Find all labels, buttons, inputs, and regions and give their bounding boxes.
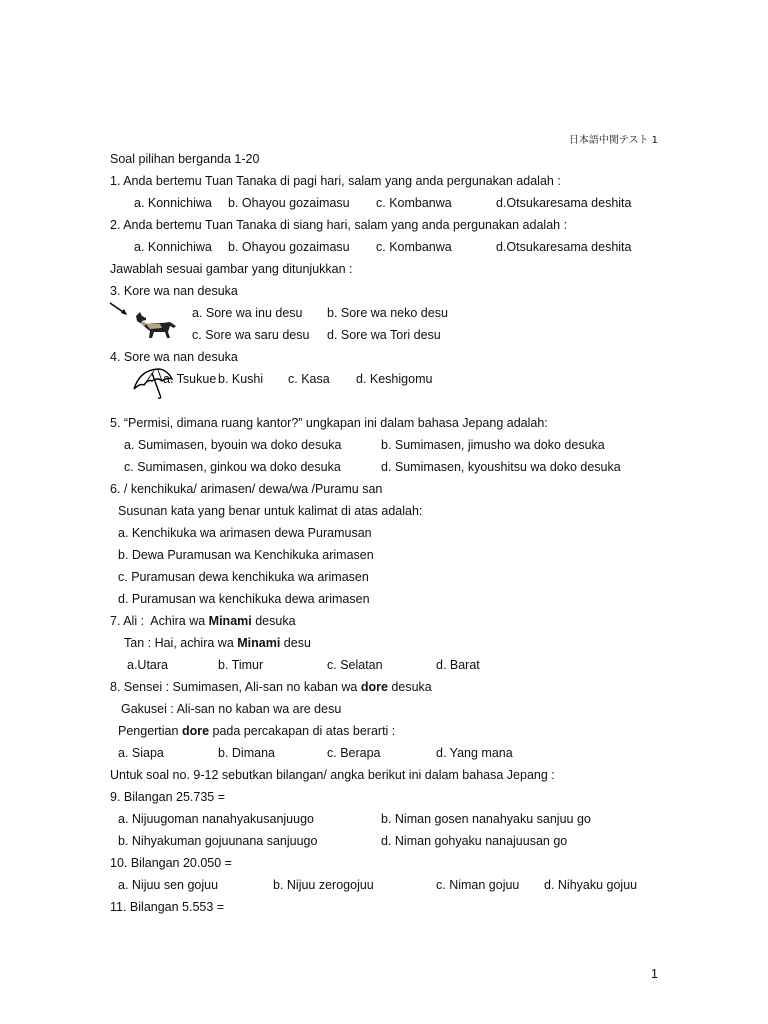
q6-option-b: b. Dewa Puramusan wa Kenchikuka arimasen xyxy=(118,548,374,562)
q5-option-b: b. Sumimasen, jimusho wa doko desuka xyxy=(381,438,605,452)
q6-option-a: a. Kenchikuka wa arimasen dewa Puramusan xyxy=(118,526,372,540)
q2-option-c: c. Kombanwa xyxy=(376,240,452,254)
q5-option-d: d. Sumimasen, kyoushitsu wa doko desuka xyxy=(381,460,621,474)
q5-option-a: a. Sumimasen, byouin wa doko desuka xyxy=(124,438,342,452)
q8-option-a: a. Siapa xyxy=(118,746,164,760)
q9-option-b: b. Niman gosen nanahyaku sanjuu go xyxy=(381,812,591,826)
q3-option-d: d. Sore wa Tori desu xyxy=(327,328,441,342)
question-11: 11. Bilangan 5.553 = xyxy=(110,900,225,914)
q2-option-a: a. Konnichiwa xyxy=(134,240,212,254)
q8-option-b: b. Dimana xyxy=(218,746,275,760)
q2-option-d: d.Otsukaresama deshita xyxy=(496,240,632,254)
q6-option-d: d. Puramusan wa kenchikuka dewa arimasen xyxy=(118,592,370,606)
q4-option-b: b. Kushi xyxy=(218,372,264,386)
q4-option-c: c. Kasa xyxy=(288,372,330,386)
question-8-line-1: 8. Sensei : Sumimasen, Ali-san no kaban wa dore desuka xyxy=(110,680,432,694)
section-title: Soal pilihan berganda 1-20 xyxy=(110,152,260,166)
question-9: 9. Bilangan 25.735 = xyxy=(110,790,226,804)
question-8-line-3: Pengertian dore pada percakapan di atas berarti : xyxy=(118,724,396,738)
q3-option-c: c. Sore wa saru desu xyxy=(192,328,310,342)
q7-option-d: d. Barat xyxy=(436,658,480,672)
question-5: 5. “Permisi, dimana ruang kantor?” ungkapan ini dalam bahasa Jepang adalah: xyxy=(110,416,548,430)
question-2: 2. Anda bertemu Tuan Tanaka di siang hari, salam yang anda pergunakan adalah : xyxy=(110,218,568,232)
q8-option-c: c. Berapa xyxy=(327,746,381,760)
picture-instruction: Jawablah sesuai gambar yang ditunjukkan : xyxy=(110,262,353,276)
q7-option-c: c. Selatan xyxy=(327,658,383,672)
q10-option-a: a. Nijuu sen gojuu xyxy=(118,878,219,892)
question-4: 4. Sore wa nan desuka xyxy=(110,350,238,364)
q4-option-a: a. Tsukue xyxy=(163,372,217,386)
document-header: 日本語中関テスト 1 xyxy=(568,135,658,146)
dog-icon xyxy=(132,310,182,340)
q8-option-d: d. Yang mana xyxy=(436,746,513,760)
q7-option-a: a.Utara xyxy=(127,658,168,672)
q1-option-d: d.Otsukaresama deshita xyxy=(496,196,632,210)
numbers-instruction: Untuk soal no. 9-12 sebutkan bilangan/ angka berikut ini dalam bahasa Jepang : xyxy=(110,768,555,782)
q10-option-b: b. Nijuu zerogojuu xyxy=(273,878,374,892)
question-7-line-1: 7. Ali : Achira wa Minami desuka xyxy=(110,614,296,628)
question-6: 6. / kenchikuka/ arimasen/ dewa/wa /Puramu san xyxy=(110,482,383,496)
question-8-line-2: Gakusei : Ali-san no kaban wa are desu xyxy=(121,702,342,716)
q7-option-b: b. Timur xyxy=(218,658,264,672)
question-10: 10. Bilangan 20.050 = xyxy=(110,856,232,870)
question-7-line-2: Tan : Hai, achira wa Minami desu xyxy=(124,636,311,650)
q10-option-c: c. Niman gojuu xyxy=(436,878,520,892)
q4-option-d: d. Keshigomu xyxy=(356,372,433,386)
arrow-icon xyxy=(108,301,130,317)
q1-option-b: b. Ohayou gozaimasu xyxy=(228,196,350,210)
q9-option-a: a. Nijuugoman nanahyakusanjuugo xyxy=(118,812,314,826)
question-1: 1. Anda bertemu Tuan Tanaka di pagi hari, salam yang anda pergunakan adalah : xyxy=(110,174,561,188)
q6-option-c: c. Puramusan dewa kenchikuka wa arimasen xyxy=(118,570,369,584)
q10-option-d: d. Nihyaku gojuu xyxy=(544,878,638,892)
question-3: 3. Kore wa nan desuka xyxy=(110,284,238,298)
q5-option-c: c. Sumimasen, ginkou wa doko desuka xyxy=(124,460,341,474)
q3-option-a: a. Sore wa inu desu xyxy=(192,306,303,320)
q6-subquestion: Susunan kata yang benar untuk kalimat di atas adalah: xyxy=(118,504,423,518)
q9-option-c: b. Nihyakuman gojuunana sanjuugo xyxy=(118,834,318,848)
q2-option-b: b. Ohayou gozaimasu xyxy=(228,240,350,254)
page-number: 1 xyxy=(651,967,658,981)
q9-option-d: d. Niman gohyaku nanajuusan go xyxy=(381,834,568,848)
q1-option-c: c. Kombanwa xyxy=(376,196,452,210)
q3-option-b: b. Sore wa neko desu xyxy=(327,306,448,320)
q1-option-a: a. Konnichiwa xyxy=(134,196,212,210)
